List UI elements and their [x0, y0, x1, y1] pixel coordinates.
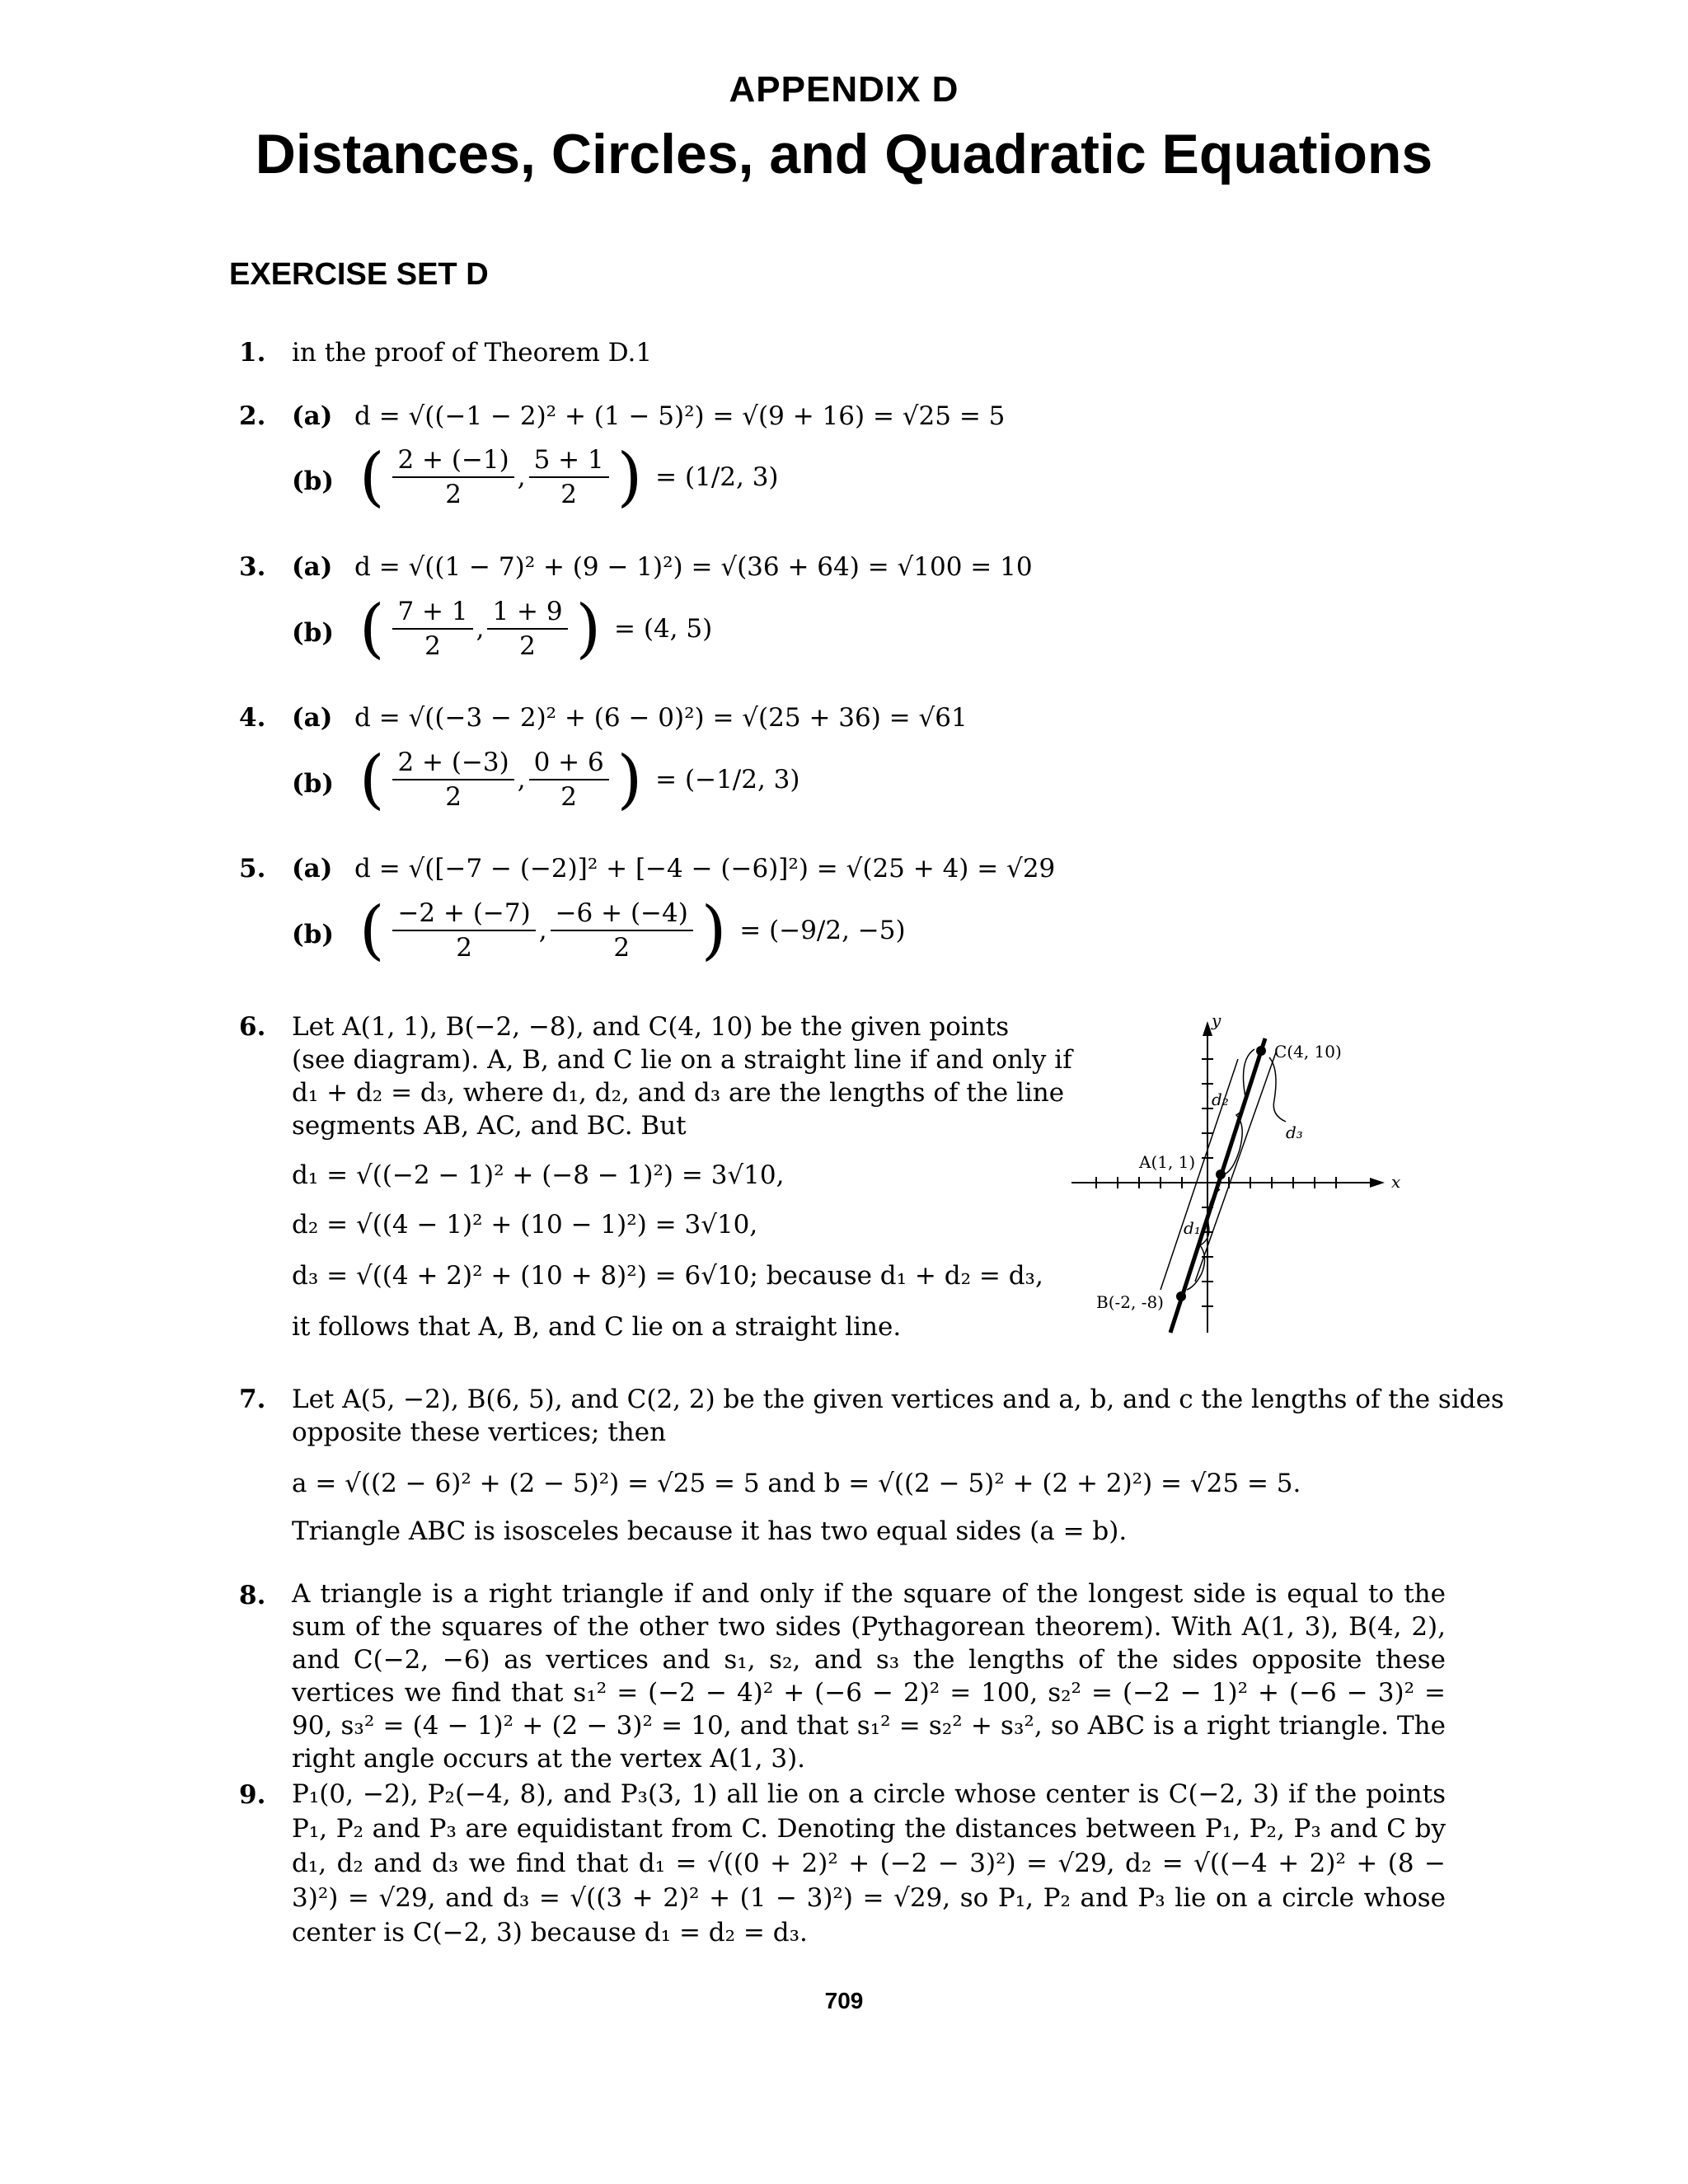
- exercise-5-number: 5.: [239, 854, 266, 883]
- label-c: C(4, 10): [1274, 1042, 1342, 1062]
- exercise-9-number: 9.: [239, 1780, 266, 1810]
- exercise-5-part-b: ( $\frac{-2 + (-7)}{2}$ , $\frac{-6 + (-4)}{2}$ ) = (−9/2, −5): [359, 893, 906, 968]
- exercise-6-line-2: (see diagram). A, B, and C lie on a straight line if and only if: [292, 1045, 1072, 1075]
- label-b: B(-2, -8): [1096, 1292, 1164, 1312]
- exercise-3-part-a-label: (a): [292, 552, 333, 582]
- fraction: $\frac{2 + (-3)}{2}$: [392, 748, 513, 812]
- exercise-6-conclusion: it follows that A, B, and C lie on a straight line.: [292, 1312, 902, 1342]
- fraction: $\frac{2 + (-1)}{2}$: [392, 445, 513, 509]
- exercise-1-number: 1.: [239, 338, 266, 368]
- point-c: [1256, 1046, 1266, 1056]
- exercise-6-d2: d₂ = √((4 − 1)² + (10 − 1)²) = 3√10,: [292, 1210, 758, 1240]
- label-d3: d₃: [1286, 1122, 1303, 1142]
- left-paren: (: [359, 592, 385, 666]
- fraction: $\frac{-2 + (-7)}{2}$: [392, 898, 535, 963]
- right-paren: ): [617, 743, 643, 817]
- left-paren: (: [359, 893, 385, 968]
- label-d1: d₁: [1184, 1218, 1201, 1238]
- exercise-6-number: 6.: [239, 1012, 266, 1042]
- appendix-label: APPENDIX D: [729, 69, 959, 110]
- fraction: $\frac{0 + 6}{2}$: [529, 748, 609, 812]
- fraction: $\frac{7 + 1}{2}$: [392, 597, 472, 661]
- exercise-5-part-a: d = √([−7 − (−2)]² + [−4 − (−6)]²) = √(25 + 4) = √29: [354, 854, 1056, 883]
- exercise-4-number: 4.: [239, 703, 266, 733]
- exercise-6-diagram: [1063, 1010, 1426, 1347]
- exercise-3-part-b: ( $\frac{7 + 1}{2}$ , $\frac{1 + 9}{2}$ ) = (4, 5): [359, 592, 713, 666]
- exercise-7-line-3: a = √((2 − 6)² + (2 − 5)²) = √25 = 5 and b = √((2 − 5)² + (2 + 2)²) = √25 = 5.: [292, 1469, 1301, 1498]
- exercise-2-part-a: d = √((−1 − 2)² + (1 − 5)²) = √(9 + 16) = √25 = 5: [354, 401, 1006, 431]
- fraction: $\frac{5 + 1}{2}$: [529, 445, 609, 509]
- x-axis-label: x: [1391, 1172, 1401, 1192]
- exercise-8-text: A triangle is a right triangle if and only if the square of the longest side is equal to the sum of the squares of the other two sides (Pythagorean theorem). With A(1, 3), B(4, 2), and C(−2, −6) as vertices and s₁, s₂, and s₃ the lengths of the sides opposite these vertices we find that s₁² = (−2 − 4)² + (−6 − 2)² = 100, s₂² = (−2 − 1)² + (−6 − 3)² = 90, s₃² = (4 − 1)² + (2 − 3)² = 10, and that s₁² = s₂² + s₃², so ABC is a right triangle. The right angle occurs at the vertex A(1, 3).: [292, 1579, 1446, 1774]
- fraction: $\frac{-6 + (-4)}{2}$: [551, 898, 693, 963]
- exercise-6-line-1: Let A(1, 1), B(−2, −8), and C(4, 10) be the given points: [292, 1012, 1010, 1042]
- exercise-2-part-b-label: (b): [292, 466, 335, 496]
- exercise-2-number: 2.: [239, 401, 266, 431]
- brace-d1: [1187, 1189, 1220, 1290]
- left-paren: (: [359, 440, 385, 514]
- exercise-6-d1: d₁ = √((−2 − 1)² + (−8 − 1)²) = 3√10,: [292, 1160, 785, 1190]
- exercise-4-part-a-label: (a): [292, 703, 333, 733]
- exercise-7-line-1: Let A(5, −2), B(6, 5), and C(2, 2) be the given vertices and a, b, and c the lengths of the sides: [292, 1385, 1504, 1414]
- y-axis-label: y: [1212, 1010, 1221, 1030]
- exercise-3-part-a: d = √((1 − 7)² + (9 − 1)²) = √(36 + 64) = √100 = 10: [354, 552, 1033, 582]
- exercise-7-number: 7.: [239, 1385, 266, 1414]
- exercise-4-part-b: ( $\frac{2 + (-3)}{2}$ , $\frac{0 + 6}{2}$ ) = (−1/2, 3): [359, 743, 800, 817]
- point-a: [1216, 1169, 1226, 1179]
- section-heading: EXERCISE SET D: [229, 257, 489, 292]
- exercise-7-line-2: opposite these vertices; then: [292, 1418, 667, 1447]
- label-d2: d₂: [1212, 1090, 1229, 1109]
- fraction: $\frac{1 + 9}{2}$: [487, 597, 567, 661]
- exercise-7-line-4: Triangle ABC is isosceles because it has two equal sides (a = b).: [292, 1516, 1128, 1546]
- brace-d3: [1269, 1057, 1286, 1122]
- exercise-8-number: 8.: [239, 1581, 266, 1610]
- exercise-2-part-b: ( $\frac{2 + (-1)}{2}$ , $\frac{5 + 1}{2}$ ) = (1/2, 3): [359, 440, 779, 514]
- exercise-3-part-b-label: (b): [292, 618, 335, 648]
- exercise-5-part-b-label: (b): [292, 920, 335, 949]
- exercise-4-part-a: d = √((−3 − 2)² + (6 − 0)²) = √(25 + 36) = √61: [354, 703, 968, 733]
- exercise-6-line-3: d₁ + d₂ = d₃, where d₁, d₂, and d₃ are the lengths of the line: [292, 1078, 1065, 1108]
- chapter-title: Distances, Circles, and Quadratic Equations: [255, 123, 1433, 185]
- exercise-4-part-b-label: (b): [292, 769, 335, 799]
- point-b: [1176, 1291, 1186, 1301]
- right-paren: ): [701, 893, 727, 968]
- exercise-3-number: 3.: [239, 552, 266, 582]
- exercise-2-part-a-label: (a): [292, 401, 333, 431]
- page-number: 709: [824, 1988, 864, 2013]
- exercise-6-line-4: segments AB, AC, and BC. But: [292, 1111, 687, 1141]
- exercise-6-d3: d₃ = √((4 + 2)² + (10 + 8)²) = 6√10; because d₁ + d₂ = d₃,: [292, 1261, 1043, 1291]
- exercise-1-text: in the proof of Theorem D.1: [292, 338, 653, 368]
- exercise-9-text: P₁(0, −2), P₂(−4, 8), and P₃(3, 1) all lie on a circle whose center is C(−2, 3) if the points P₁, P₂ and P₃ are equidistant from C. Denoting the distances between P₁, P₂, P₃ and C by d₁, d₂ and d₃ we find that d₁ = √((0 + 2)² + (−2 − 3)²) = √29, d₂ = √((−4 + 2)² + (8 − 3)²) = √29, and d₃ = √((3 + 2)² + (1 − 3)²) = √29, so P₁, P₂ and P₃ lie on a circle whose center is C(−2, 3) because d₁ = d₂ = d₃.: [292, 1779, 1446, 1947]
- left-paren: (: [359, 743, 385, 817]
- right-paren: ): [617, 440, 643, 514]
- label-a: A(1, 1): [1139, 1152, 1196, 1172]
- x-axis-arrow-icon: [1370, 1178, 1385, 1188]
- right-paren: ): [575, 592, 602, 666]
- exercise-5-part-a-label: (a): [292, 854, 333, 883]
